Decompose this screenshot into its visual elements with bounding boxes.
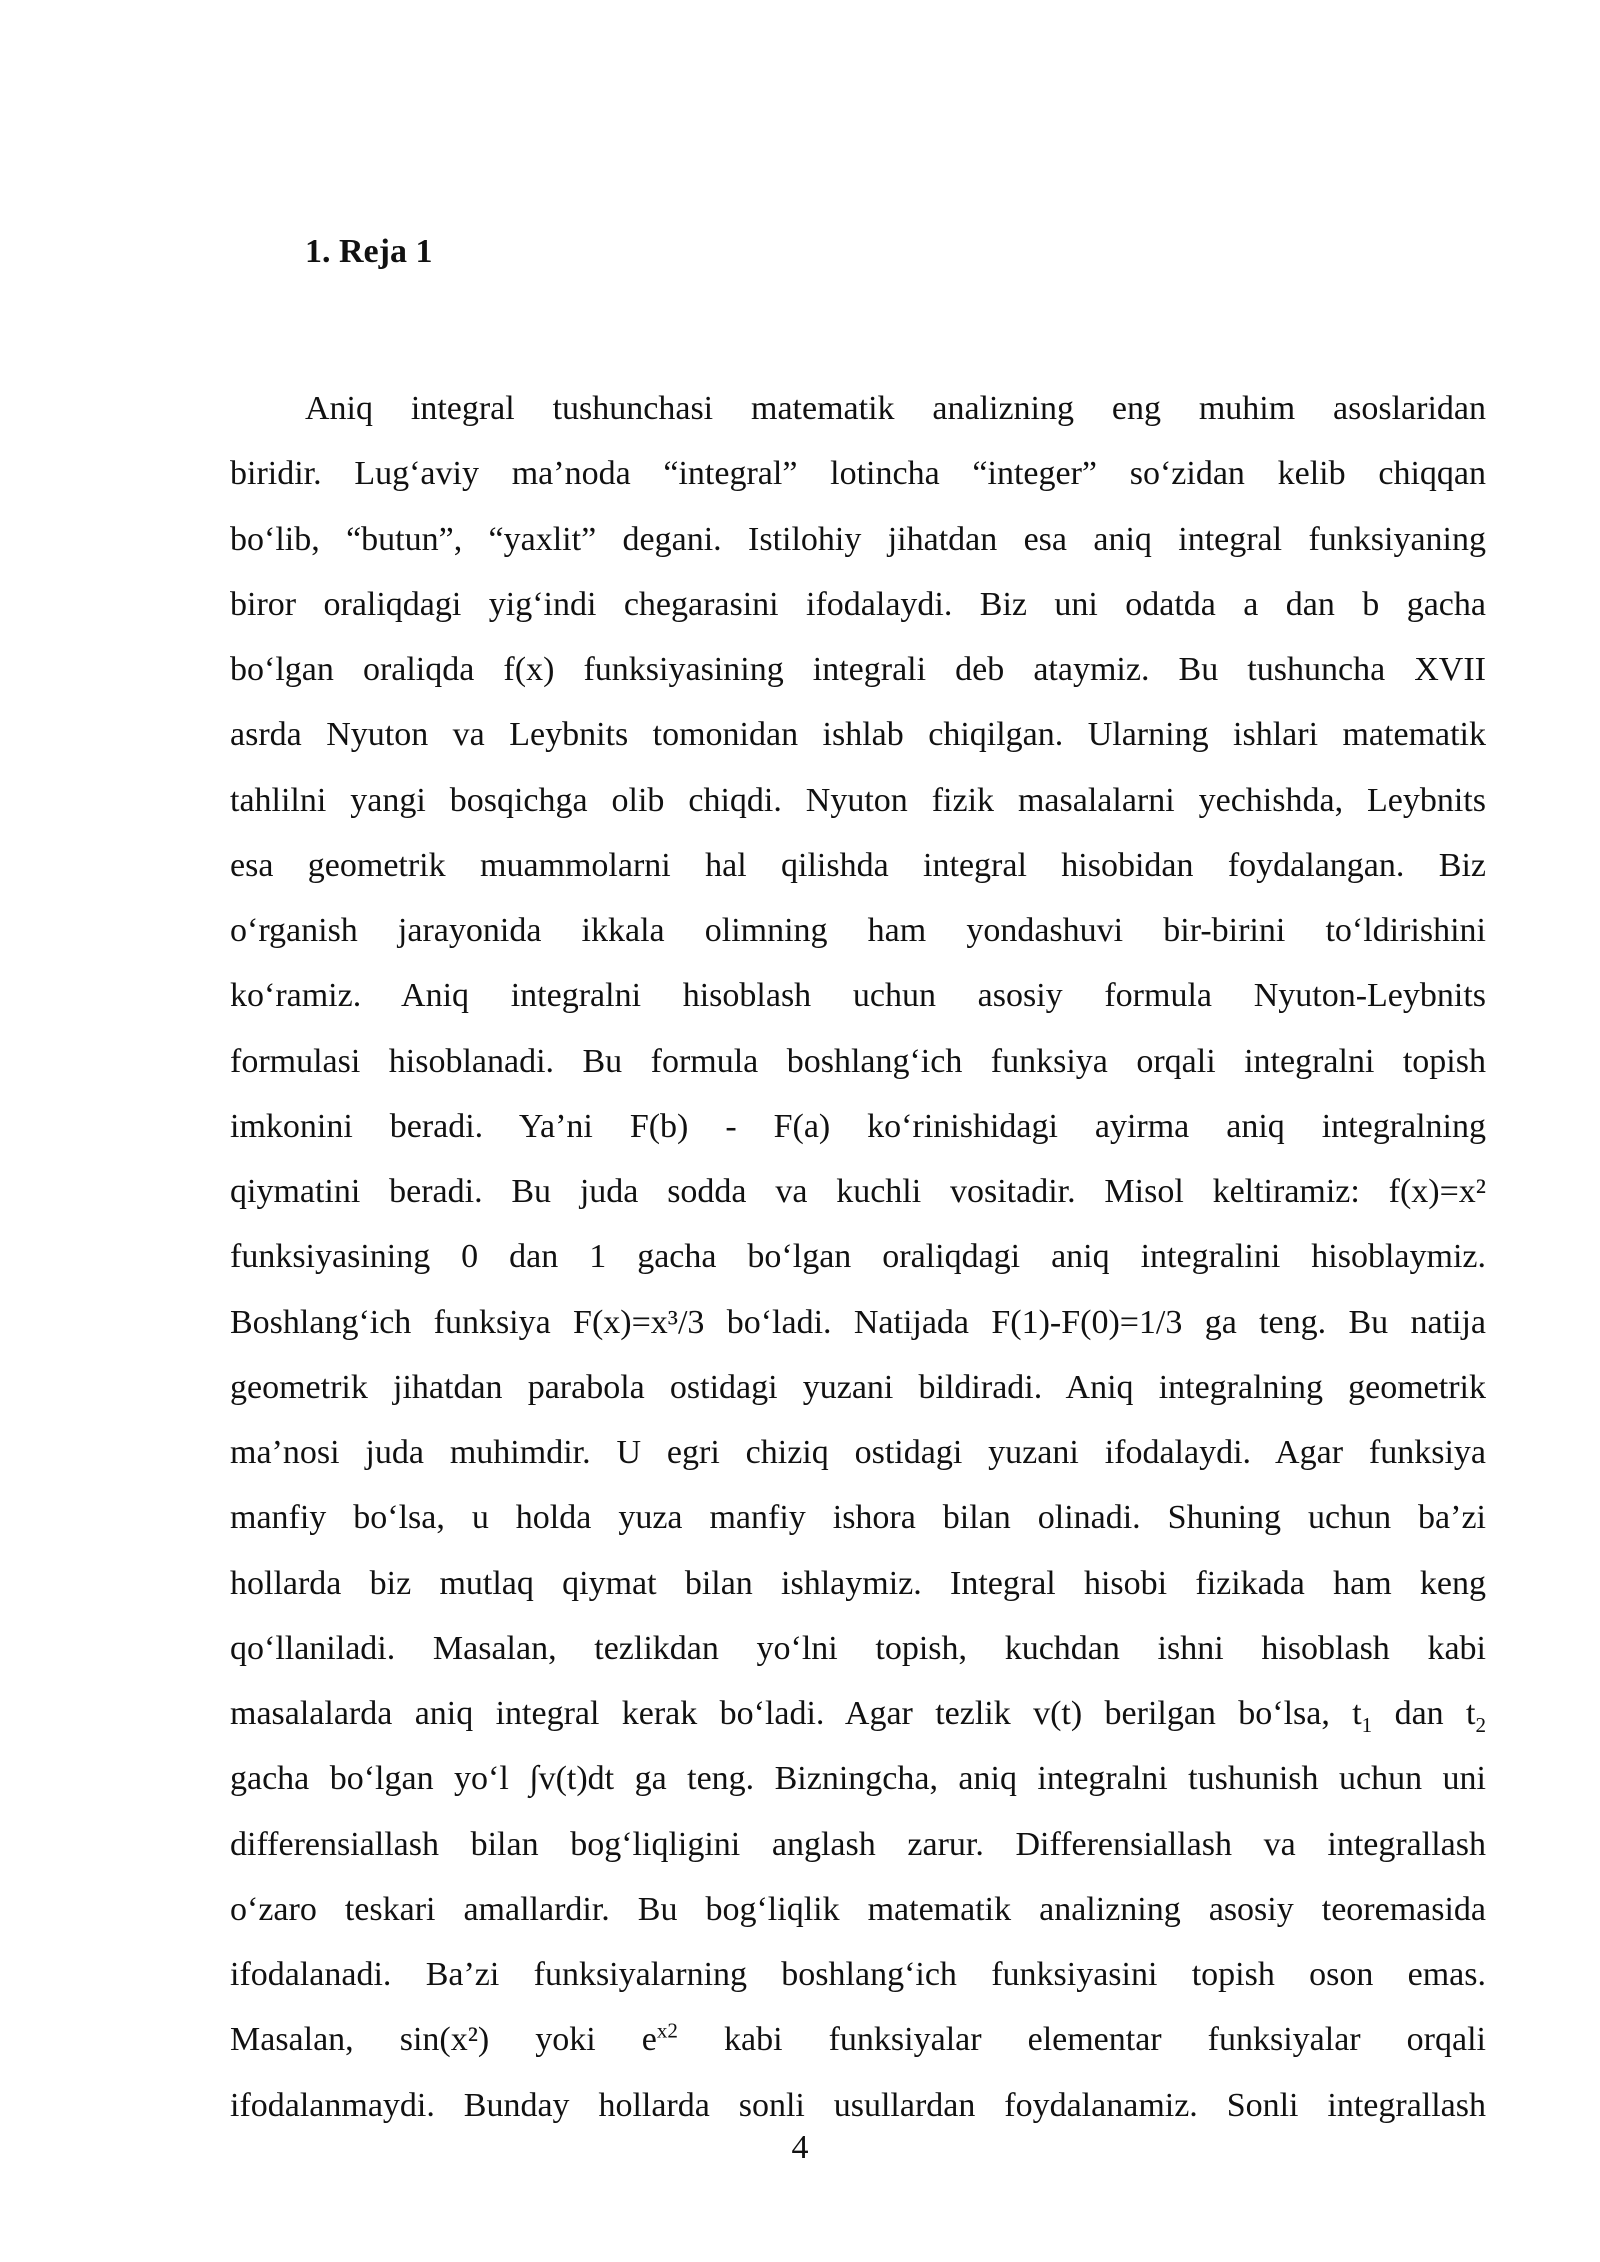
paragraph-line: ifodalanmaydi. Bunday hollarda sonli usullardan foydalanamiz. Sonli integrallash bbox=[230, 2086, 1486, 2124]
paragraph-line: formulasi hisoblanadi. Bu formula boshlang‘ich funksiya orqali integralni topish bbox=[230, 1042, 1486, 1080]
paragraph-line: ifodalanadi. Ba’zi funksiyalarning boshlang‘ich funksiyasini topish oson emas. bbox=[230, 1956, 1486, 1993]
page-number: 4 bbox=[791, 2129, 809, 2166]
paragraph-line: tahlilni yangi bosqichga olib chiqdi. Nyuton fizik masalalarni yechishda, Leybnits bbox=[230, 781, 1486, 819]
line-text: masalalarda aniq integral kerak bo‘ladi. Agar tezlik v(t) berilgan bo‘lsa, t bbox=[230, 1695, 1362, 1732]
paragraph-line: biror oraliqdagi yig‘indi chegarasini ifodalaydi. Biz uni odatda a dan b gacha bbox=[230, 585, 1486, 623]
paragraph-line: bo‘lib, “butun”, “yaxlit” degani. Istilohiy jihatdan esa aniq integral funksiyaning bbox=[230, 520, 1486, 558]
paragraph-line: o‘zaro teskari amallardir. Bu bog‘liqlik matematik analizning asosiy teoremasida bbox=[230, 1890, 1486, 1928]
line-text: Masalan, sin(x²) yoki e bbox=[230, 2021, 657, 2059]
paragraph-line: ko‘ramiz. Aniq integralni hisoblash uchun asosiy formula Nyuton-Leybnits bbox=[230, 977, 1486, 1015]
paragraph-line-with-subscripts bbox=[230, 1681, 1486, 1746]
paragraph-line: biridir. Lug‘aviy ma’noda “integral” lotincha “integer” so‘zidan kelib chiqqan bbox=[230, 455, 1486, 493]
paragraph-line: Aniq integral tushunchasi matematik analizning eng muhim asoslaridan bbox=[305, 390, 1486, 427]
paragraph-line: differensiallash bilan bog‘liqligini anglash zarur. Differensiallash va integrallash bbox=[230, 1825, 1486, 1863]
subscript-two: 2 bbox=[1475, 1712, 1487, 1737]
paragraph-line: imkonini beradi. Ya’ni F(b) - F(a) ko‘rinishidagi ayirma aniq integralning bbox=[230, 1107, 1486, 1145]
paragraph-line: ma’nosi juda muhimdir. U egri chiziq ostidagi yuzani ifodalaydi. Agar funksiya bbox=[230, 1434, 1486, 1471]
paragraph-line: gacha bo‘lgan yo‘l ∫v(t)dt ga teng. Bizningcha, aniq integralni tushunish uchun uni bbox=[230, 1760, 1486, 1798]
paragraph-line: geometrik jihatdan parabola ostidagi yuzani bildiradi. Aniq integralning geometrik bbox=[230, 1368, 1486, 1406]
line-text: kabi funksiyalar elementar funksiyalar orqali bbox=[677, 2021, 1486, 2059]
paragraph bbox=[230, 376, 1486, 2138]
paragraph-line-with-superscript bbox=[230, 2007, 1486, 2072]
paragraph-line: funksiyasining 0 dan 1 gacha bo‘lgan oraliqdagi aniq integralini hisoblaymiz. bbox=[230, 1238, 1486, 1276]
paragraph-line: Boshlang‘ich funksiya F(x)=x³/3 bo‘ladi. Natijada F(1)-F(0)=1/3 ga teng. Bu natija bbox=[230, 1303, 1486, 1341]
paragraph-line: bo‘lgan oraliqda f(x) funksiyasining integrali deb ataymiz. Bu tushuncha XVII bbox=[230, 651, 1486, 688]
paragraph-line: hollarda biz mutlaq qiymat bilan ishlaymiz. Integral hisobi fizikada ham keng bbox=[230, 1564, 1486, 1602]
paragraph-line: asrda Nyuton va Leybnits tomonidan ishlab chiqilgan. Ularning ishlari matematik bbox=[230, 716, 1486, 754]
subscript-one: 1 bbox=[1361, 1712, 1373, 1737]
paragraph-line: esa geometrik muammolarni hal qilishda integral hisobidan foydalangan. Biz bbox=[230, 846, 1486, 884]
paragraph-line: manfiy bo‘lsa, u holda yuza manfiy ishora bilan olinadi. Shuning uchun ba’zi bbox=[230, 1499, 1486, 1537]
paragraph-line: qiymatini beradi. Bu juda sodda va kuchli vositadir. Misol keltiramiz: f(x)=x² bbox=[230, 1173, 1486, 1210]
section-heading: 1. Reja 1 bbox=[305, 233, 433, 270]
line-text: dan t bbox=[1372, 1695, 1476, 1732]
paragraph-line: qo‘llaniladi. Masalan, tezlikdan yo‘lni topish, kuchdan ishni hisoblash kabi bbox=[230, 1629, 1486, 1667]
superscript-exponent: x2 bbox=[656, 2018, 678, 2043]
paragraph-line: o‘rganish jarayonida ikkala olimning ham yondashuvi bir-birini to‘ldirishini bbox=[230, 912, 1486, 949]
